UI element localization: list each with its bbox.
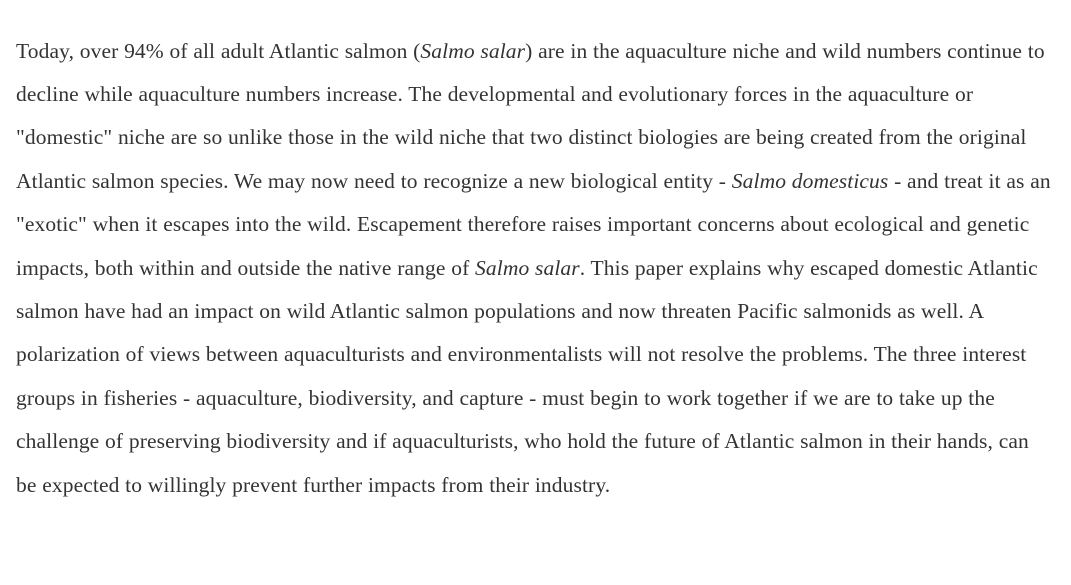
scientific-name: Salmo salar — [475, 255, 580, 280]
abstract-paragraph: Today, over 94% of all adult Atlantic salmon (Salmo salar) are in the aquaculture niche and wild numbers continue to decline while aquaculture numbers increase. The developmental and evolutionary forces in the aquaculture or "domestic" niche are so unlike those in the wild niche that two distinct biologies are being created from the original Atlantic salmon species. We may now need to recognize a new biological entity - Salmo domesticus - and treat it as an "exotic" when it escapes into the wild. Escapement therefore raises important concerns about ecological and genetic impacts, both within and outside the native range of Salmo salar. This paper explains why escaped domestic Atlantic salmon have had an impact on wild Atlantic salmon populations and now threaten Pacific salmonids as well. A polarization of views between aquaculturists and environmentalists will not resolve the problems. The three interest groups in fisheries - aquaculture, biodiversity, and capture - must begin to work together if we are to take up the challenge of preserving biodiversity and if aquaculturists, who hold the future of Atlantic salmon in their hands, can be expected to willingly prevent further impacts from their industry. — [16, 38, 1051, 497]
scientific-name: Salmo salar — [420, 38, 526, 63]
scientific-name: Salmo domesticus — [731, 168, 889, 193]
